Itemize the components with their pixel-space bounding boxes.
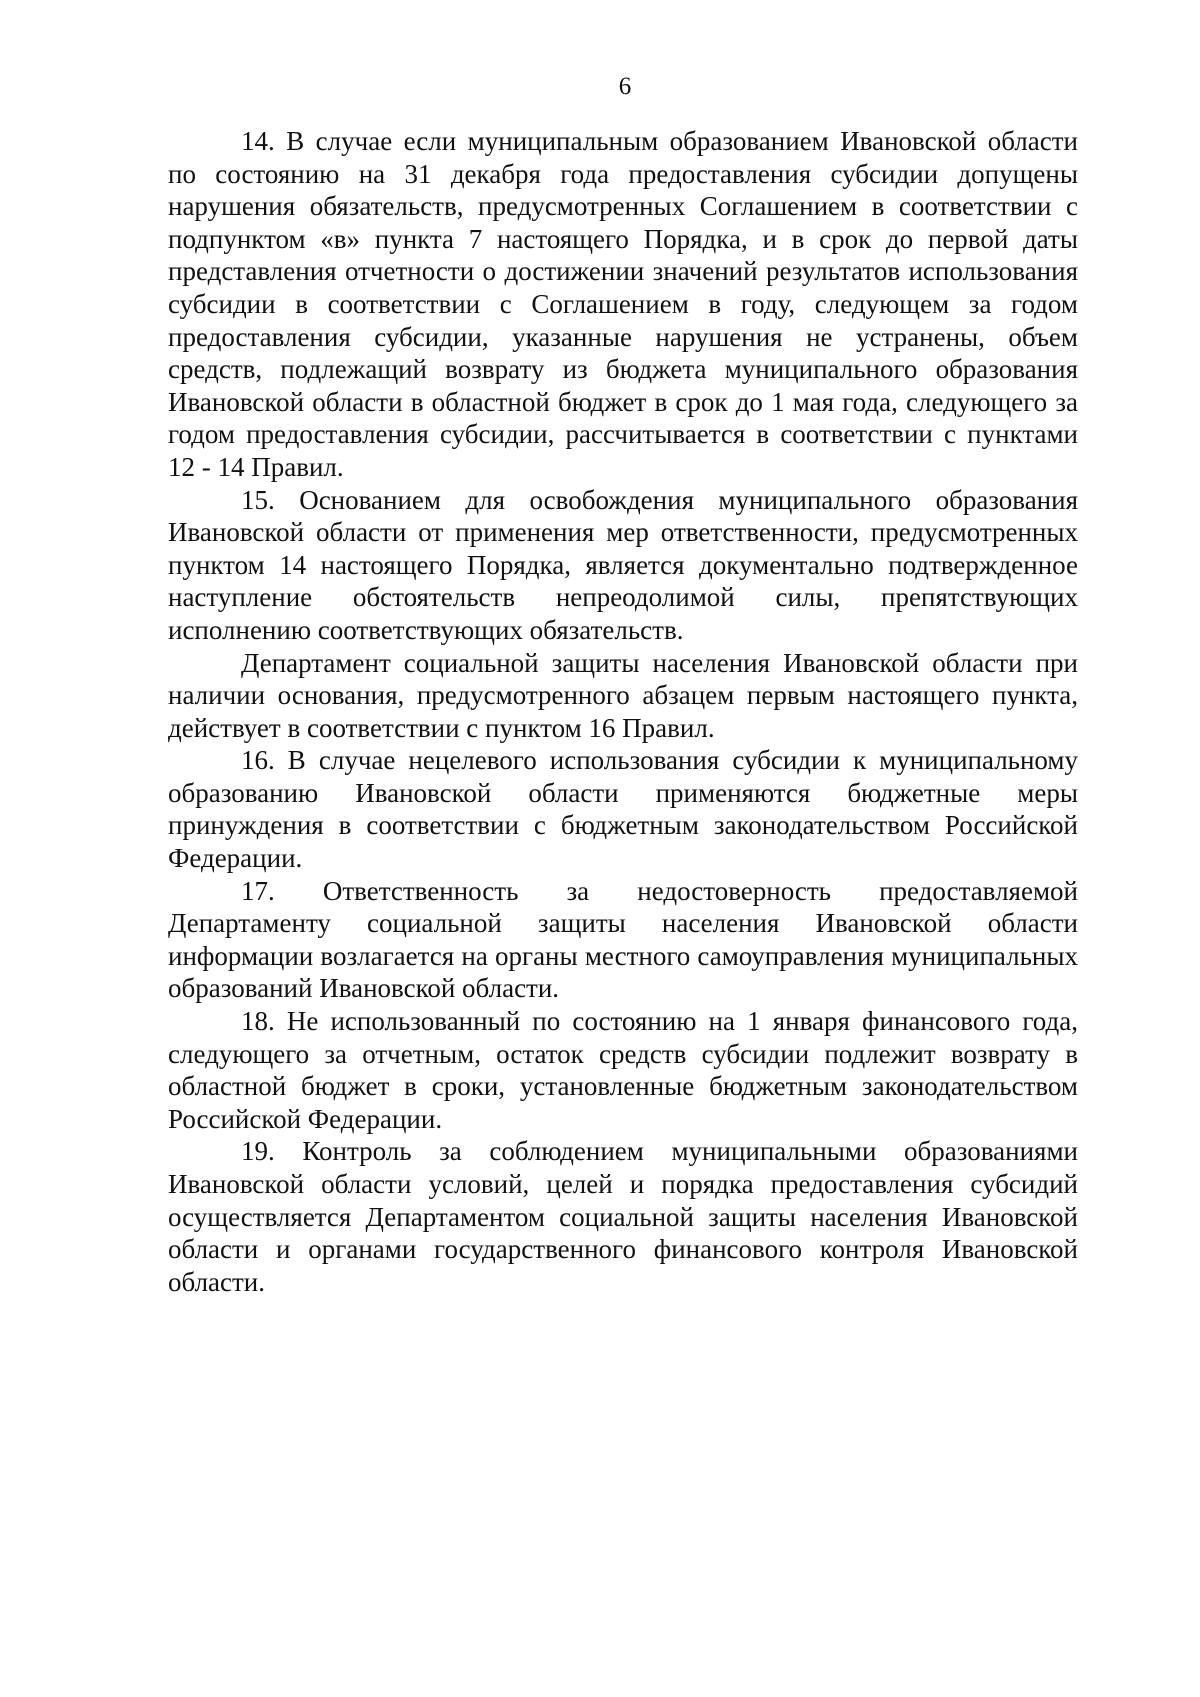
page-number: 6: [618, 73, 632, 100]
document-body: [168, 125, 1078, 1298]
paragraph-17: 17. Ответственность за недостоверность предоставляемой Департаменту социальной защиты населения Ивановской области информации возлагается на органы местного самоуправления муниципальных образований Ивановской области.: [168, 875, 1078, 1004]
paragraph-19: 19. Контроль за соблюдением муниципальными образованиями Ивановской области условий, целей и порядка предоставления субсидий осуществляется Департаментом социальной защиты населения Ивановской области и органами государственного финансового контроля Ивановской области.: [168, 1136, 1078, 1297]
paragraph-15: 15. Основанием для освобождения муниципального образования Ивановской области от применения мер ответственности, предусмотренных пунктом 14 настоящего Порядка, является документально подтвержденное наступление обстоятельств непреодолимой силы, препятствующих исполнению соответствующих обязательств.: [168, 484, 1078, 645]
paragraph-14: 14. В случае если муниципальным образованием Ивановской области по состоянию на 31 декабря года предоставления субсидии допущены нарушения обязательств, предусмотренных Соглашением в соответствии с подпунктом «в» пункта 7 настоящего Порядка, и в срок до первой даты представления отчетности о достижении значений результатов использования субсидии в соответствии с Соглашением в году, следующем за годом предоставления субсидии, указанные нарушения не устранены, объем средств, подлежащий возврату из бюджета муниципального образования Ивановской области в областной бюджет в срок до 1 мая года, следующего за годом предоставления субсидии, рассчитывается в соответствии с пунктами 12 - 14 Правил.: [168, 126, 1078, 482]
paragraph-18: 18. Не использованный по состоянию на 1 января финансового года, следующего за отчетным, остаток средств субсидии подлежит возврату в областной бюджет в сроки, установленные бюджетным законодательством Российской Федерации.: [168, 1006, 1078, 1134]
paragraph-16: 16. В случае нецелевого использования субсидии к муниципальному образованию Ивановской области применяются бюджетные меры принуждения в соответствии с бюджетным законодательством Российской Федерации.: [168, 745, 1078, 874]
paragraph-15-second: Департамент социальной защиты населения Ивановской области при наличии основания, предусмотренного абзацем первым настоящего пункта, действует в соответствии с пунктом 16 Правил.: [168, 647, 1078, 743]
